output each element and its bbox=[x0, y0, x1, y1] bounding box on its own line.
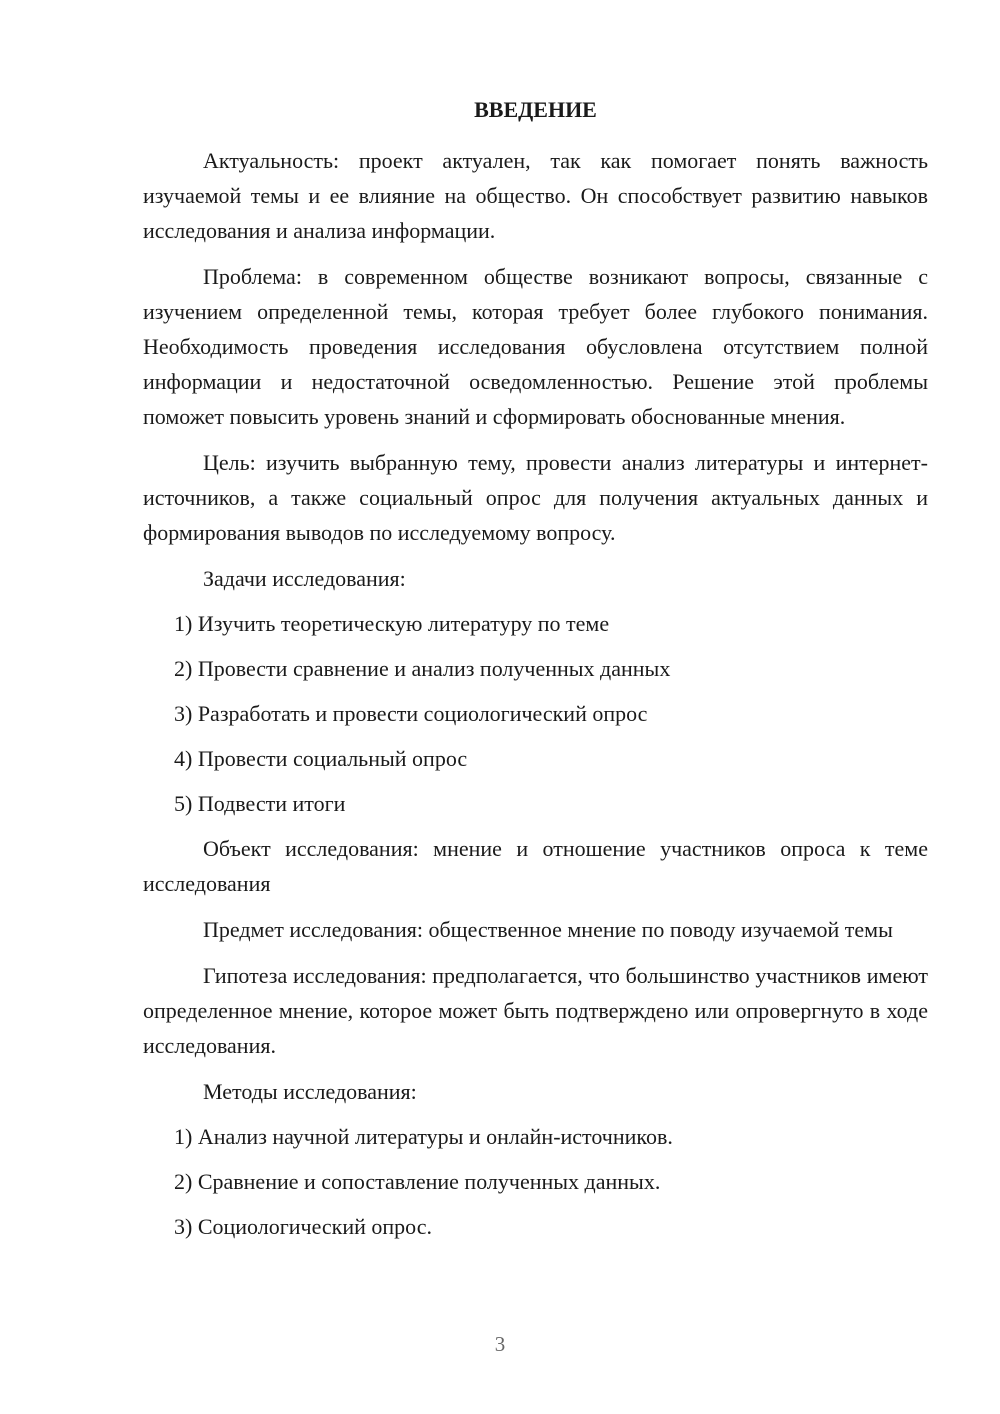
tasks-heading: Задачи исследования: bbox=[203, 566, 406, 591]
relevance-paragraph: Актуальность: проект актуален, так как помогает понять важность изучаемой темы и ее влияние на общество. Он способствует развитию навыков исследования и анализа информации. bbox=[143, 148, 928, 243]
list-item: 4) Провести социальный опрос bbox=[174, 746, 468, 771]
list-item: 3) Социологический опрос. bbox=[174, 1214, 432, 1239]
page-number: 3 bbox=[494, 1332, 506, 1356]
list-item: 2) Провести сравнение и анализ полученных данных bbox=[174, 656, 671, 681]
methods-list bbox=[143, 1119, 928, 1244]
list-item: 1) Анализ научной литературы и онлайн-источников. bbox=[174, 1124, 673, 1149]
goal-paragraph: Цель: изучить выбранную тему, провести анализ литературы и интернет-источников, а также социальный опрос для получения актуальных данных и формирования выводов по исследуемому вопросу. bbox=[143, 450, 928, 545]
page-title: ВВЕДЕНИЕ bbox=[474, 97, 597, 122]
list-item: 5) Подвести итоги bbox=[174, 791, 346, 816]
problem-paragraph: Проблема: в современном обществе возникают вопросы, связанные с изучением определенной темы, которая требует более глубокого понимания. Необходимость проведения исследования обусловлена отсутствием полной информации и недостаточной осведомленностью. Решение этой проблемы поможет повысить уровень знаний и сформировать обоснованные мнения. bbox=[143, 264, 928, 429]
subject-paragraph: Предмет исследования: общественное мнение по поводу изучаемой темы bbox=[203, 917, 893, 942]
list-item: 1) Изучить теоретическую литературу по теме bbox=[174, 611, 610, 636]
tasks-list bbox=[143, 606, 928, 821]
list-item: 3) Разработать и провести социологический опрос bbox=[174, 701, 648, 726]
list-item: 2) Сравнение и сопоставление полученных данных. bbox=[174, 1169, 661, 1194]
object-paragraph: Объект исследования: мнение и отношение участников опроса к теме исследования bbox=[143, 836, 928, 896]
hypothesis-paragraph: Гипотеза исследования: предполагается, что большинство участников имеют определенное мнение, которое может быть подтверждено или опровергнуто в ходе исследования. bbox=[143, 963, 928, 1058]
document-page bbox=[143, 92, 928, 1254]
methods-heading: Методы исследования: bbox=[203, 1079, 417, 1104]
